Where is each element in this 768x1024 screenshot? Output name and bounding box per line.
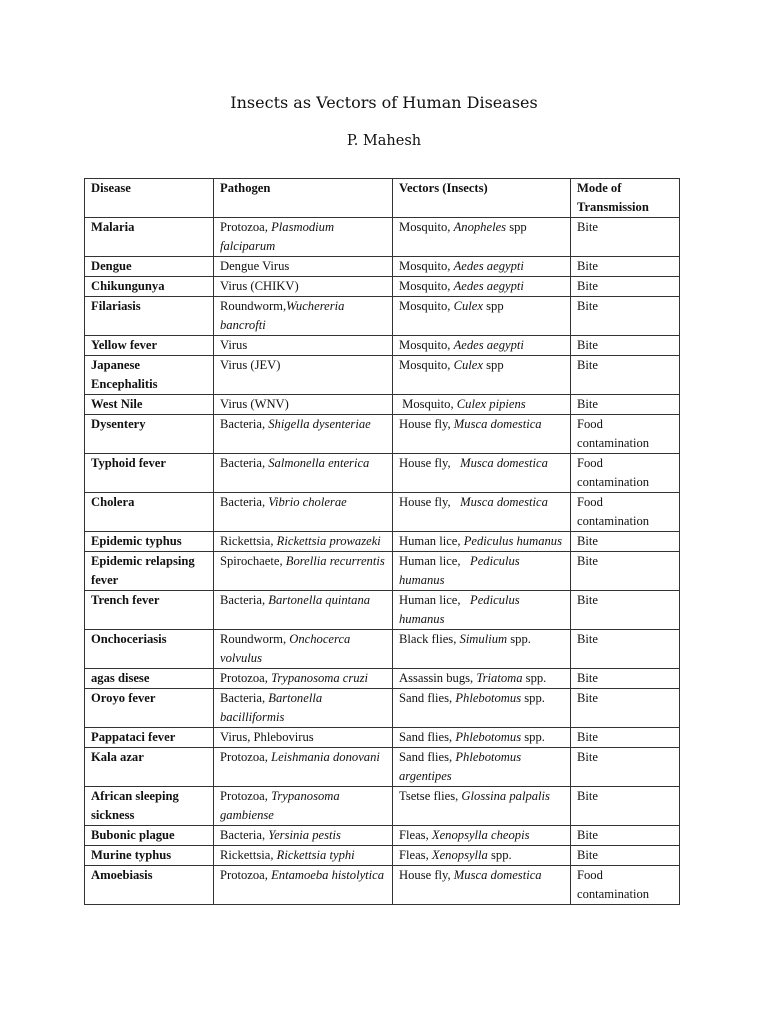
mode-cell: Bite [571,257,680,277]
disease-cell: Dengue [85,257,214,277]
vector-scientific-name: Glossina palpalis [461,789,550,803]
pathogen-cell [214,846,393,866]
pathogen-cell [214,826,393,846]
disease-cell: Onchoceriasis [85,630,214,669]
pathogen-cell [214,748,393,787]
pathogen-type: Dengue Virus [220,259,290,273]
disease-cell: African sleeping sickness [85,787,214,826]
vector-scientific-name: Culex pipiens [456,397,526,411]
disease-cell: Dysentery [85,415,214,454]
vector-common-name: Fleas, [399,848,432,862]
mode-cell: Food contamination [571,493,680,532]
vector-scientific-name: Musca domestica [453,417,542,431]
pathogen-type: Rickettsia, [220,848,277,862]
mode-cell: Bite [571,297,680,336]
pathogen-cell [214,277,393,297]
table-row [85,356,680,395]
disease-cell: Japanese Encephalitis [85,356,214,395]
vector-common-name: Black flies, [399,632,460,646]
pathogen-cell [214,454,393,493]
table-body [85,179,680,905]
vector-suffix: spp [506,220,527,234]
table-row [85,689,680,728]
disease-cell: Oroyo fever [85,689,214,728]
mode-cell: Bite [571,532,680,552]
pathogen-scientific-name: Trypanosoma gambiense [220,789,340,822]
disease-cell: Epidemic typhus [85,532,214,552]
vector-cell [393,630,571,669]
table-row [85,591,680,630]
disease-cell: Bubonic plague [85,826,214,846]
pathogen-scientific-name: Vibrio cholerae [268,495,347,509]
vector-cell [393,787,571,826]
vector-common-name: House fly, [399,417,454,431]
pathogen-type: Virus (WNV) [220,397,289,411]
vector-common-name: Fleas, [399,828,432,842]
pathogen-type: Bacteria, [220,417,269,431]
pathogen-cell [214,866,393,905]
vector-scientific-name: Aedes aegypti [453,338,524,352]
pathogen-scientific-name: Leishmania donovani [271,750,380,764]
vector-scientific-name: Xenopsylla [431,848,488,862]
mode-cell: Food contamination [571,866,680,905]
pathogen-type: Protozoa, [220,868,272,882]
pathogen-scientific-name: Entamoeba histolytica [271,868,385,882]
vector-common-name: Mosquito, [399,220,454,234]
disease-cell: Trench fever [85,591,214,630]
table-row [85,277,680,297]
pathogen-cell [214,591,393,630]
disease-cell: Cholera [85,493,214,532]
pathogen-type: Bacteria, [220,593,269,607]
table-row [85,552,680,591]
table-row [85,297,680,336]
mode-cell: Bite [571,630,680,669]
document-title: Insects as Vectors of Human Diseases [230,93,538,112]
vector-common-name: House fly, [399,495,461,509]
vector-cell [393,728,571,748]
vector-cell [393,356,571,395]
vector-scientific-name: Aedes aegypti [453,259,524,273]
pathogen-cell [214,218,393,257]
pathogen-cell [214,728,393,748]
vector-cell [393,415,571,454]
pathogen-cell [214,787,393,826]
mode-cell: Bite [571,669,680,689]
pathogen-scientific-name: Rickettsia prowazeki [276,534,381,548]
disease-cell: Chikungunya [85,277,214,297]
vector-common-name: Sand flies, [399,730,456,744]
vector-scientific-name: Culex [453,358,483,372]
vector-cell [393,395,571,415]
vector-suffix: spp. [522,671,547,685]
pathogen-scientific-name: Yersinia pestis [268,828,341,842]
pathogen-type: Protozoa, [220,671,272,685]
vector-scientific-name: Aedes aegypti [453,279,524,293]
pathogen-scientific-name: Shigella dysenteriae [268,417,371,431]
pathogen-type: Roundworm, [220,632,290,646]
mode-cell: Bite [571,846,680,866]
pathogen-type: Bacteria, [220,456,269,470]
vector-cell [393,218,571,257]
disease-cell: Typhoid fever [85,454,214,493]
vector-common-name: Mosquito, [399,338,454,352]
vector-cell [393,277,571,297]
pathogen-cell [214,395,393,415]
vector-scientific-name: Triatoma [476,671,523,685]
pathogen-cell [214,415,393,454]
pathogen-type: Virus (CHIKV) [220,279,299,293]
vector-scientific-name: Musca domestica [460,456,548,470]
vector-scientific-name: Simulium [459,632,508,646]
vector-suffix: spp [482,299,504,313]
vector-cell [393,748,571,787]
mode-cell: Bite [571,395,680,415]
vector-cell [393,591,571,630]
disease-cell: agas disese [85,669,214,689]
disease-cell: Yellow fever [85,336,214,356]
pathogen-type: Virus, Phlebovirus [220,730,314,744]
mode-cell: Food contamination [571,454,680,493]
pathogen-scientific-name: Rickettsia typhi [276,848,355,862]
vector-cell [393,493,571,532]
table-row [85,787,680,826]
table-row [85,826,680,846]
pathogen-type: Virus (JEV) [220,358,281,372]
mode-cell: Bite [571,826,680,846]
pathogen-cell [214,669,393,689]
vector-cell [393,257,571,277]
vector-suffix: spp. [507,632,531,646]
pathogen-type: Rickettsia, [220,534,277,548]
pathogen-type: Protozoa, [220,789,272,803]
pathogen-type: Bacteria, [220,828,269,842]
disease-cell: Epidemic relapsing fever [85,552,214,591]
pathogen-type: Protozoa, [220,220,272,234]
vector-cell [393,669,571,689]
vector-cell [393,454,571,493]
pathogen-cell [214,532,393,552]
vector-scientific-name: Phlebotomus [455,691,522,705]
table-header-row [85,179,680,218]
table-row [85,257,680,277]
pathogen-cell [214,552,393,591]
vector-common-name: Mosquito, [399,358,454,372]
table-row [85,336,680,356]
pathogen-type: Bacteria, [220,495,269,509]
pathogen-cell [214,356,393,395]
mode-cell: Food contamination [571,415,680,454]
mode-cell: Bite [571,591,680,630]
vector-scientific-name: Pediculus humanus [463,534,562,548]
vector-cell [393,846,571,866]
vector-common-name: Sand flies, [399,691,456,705]
mode-cell: Bite [571,728,680,748]
table-row [85,866,680,905]
disease-cell: Filariasis [85,297,214,336]
pathogen-type: Spirochaete, [220,554,286,568]
disease-cell: Kala azar [85,748,214,787]
pathogen-scientific-name: Plasmodium falciparum [220,220,335,253]
vector-scientific-name: Musca domestica [460,495,548,509]
vector-scientific-name: Musca domestica [453,868,542,882]
vector-common-name: Assassin bugs, [399,671,477,685]
vector-suffix: spp. [521,691,545,705]
mode-cell: Bite [571,787,680,826]
table-row [85,630,680,669]
vector-common-name: Sand flies, [399,750,456,764]
table-row [85,669,680,689]
mode-cell: Bite [571,277,680,297]
disease-cell: Malaria [85,218,214,257]
table-row [85,748,680,787]
mode-cell: Bite [571,336,680,356]
pathogen-type: Bacteria, [220,691,269,705]
mode-cell: Bite [571,689,680,728]
pathogen-cell [214,493,393,532]
vector-common-name: Human lice, [399,534,464,548]
vector-common-name: Human lice, [399,593,470,607]
vector-common-name: House fly, [399,868,454,882]
document-author: P. Mahesh [346,133,422,149]
disease-cell: West Nile [85,395,214,415]
header-disease: Disease [85,179,214,218]
table-row [85,493,680,532]
vector-common-name: Human lice, [399,554,470,568]
table-row [85,846,680,866]
vector-common-name: Mosquito, [399,279,454,293]
table-row [85,395,680,415]
mode-cell: Bite [571,748,680,787]
pathogen-scientific-name: Bartonella quintana [268,593,371,607]
vector-cell [393,689,571,728]
pathogen-cell [214,297,393,336]
table-row [85,454,680,493]
pathogen-type: Roundworm, [220,299,287,313]
vector-scientific-name: Anopheles [453,220,507,234]
header-pathogen: Pathogen [214,179,393,218]
pathogen-type: Virus [220,338,248,352]
vector-suffix: spp [482,358,504,372]
vector-cell [393,532,571,552]
mode-cell: Bite [571,218,680,257]
vector-scientific-name: Xenopsylla cheopis [431,828,530,842]
vector-common-name: Mosquito, [399,259,454,273]
pathogen-scientific-name: Onchocerca volvulus [220,632,351,665]
vector-common-name: Tsetse flies, [399,789,462,803]
vector-cell [393,826,571,846]
table-row [85,415,680,454]
pathogen-scientific-name: Trypanosoma cruzi [271,671,368,685]
vector-cell [393,336,571,356]
mode-cell: Bite [571,552,680,591]
table-row [85,218,680,257]
vector-cell [393,866,571,905]
vector-common-name: House fly, [399,456,461,470]
vector-cell [393,297,571,336]
mode-cell: Bite [571,356,680,395]
disease-cell: Murine typhus [85,846,214,866]
disease-vector-table [84,178,680,905]
vector-common-name: Mosquito, [399,397,457,411]
table-row [85,532,680,552]
vector-scientific-name: Phlebotomus argentipes [399,750,522,783]
pathogen-cell [214,689,393,728]
vector-scientific-name: Pediculus humanus [399,554,520,587]
pathogen-scientific-name: Salmonella enterica [268,456,370,470]
disease-cell: Pappataci fever [85,728,214,748]
pathogen-cell [214,336,393,356]
disease-cell: Amoebiasis [85,866,214,905]
pathogen-type: Protozoa, [220,750,272,764]
pathogen-scientific-name: Wuchereria bancrofti [220,299,345,332]
vector-common-name: Mosquito, [399,299,454,313]
vector-cell [393,552,571,591]
table-row [85,728,680,748]
pathogen-scientific-name: Borellia recurrentis [285,554,385,568]
header-vectors: Vectors (Insects) [393,179,571,218]
pathogen-cell [214,630,393,669]
pathogen-cell [214,257,393,277]
vector-scientific-name: Pediculus humanus [399,593,520,626]
vector-suffix: spp. [521,730,545,744]
vector-suffix: spp. [487,848,512,862]
pathogen-scientific-name: Bartonella bacilliformis [220,691,323,724]
header-mode-of-transmission: Mode of Transmission [571,179,680,218]
vector-scientific-name: Culex [453,299,483,313]
vector-scientific-name: Phlebotomus [455,730,522,744]
